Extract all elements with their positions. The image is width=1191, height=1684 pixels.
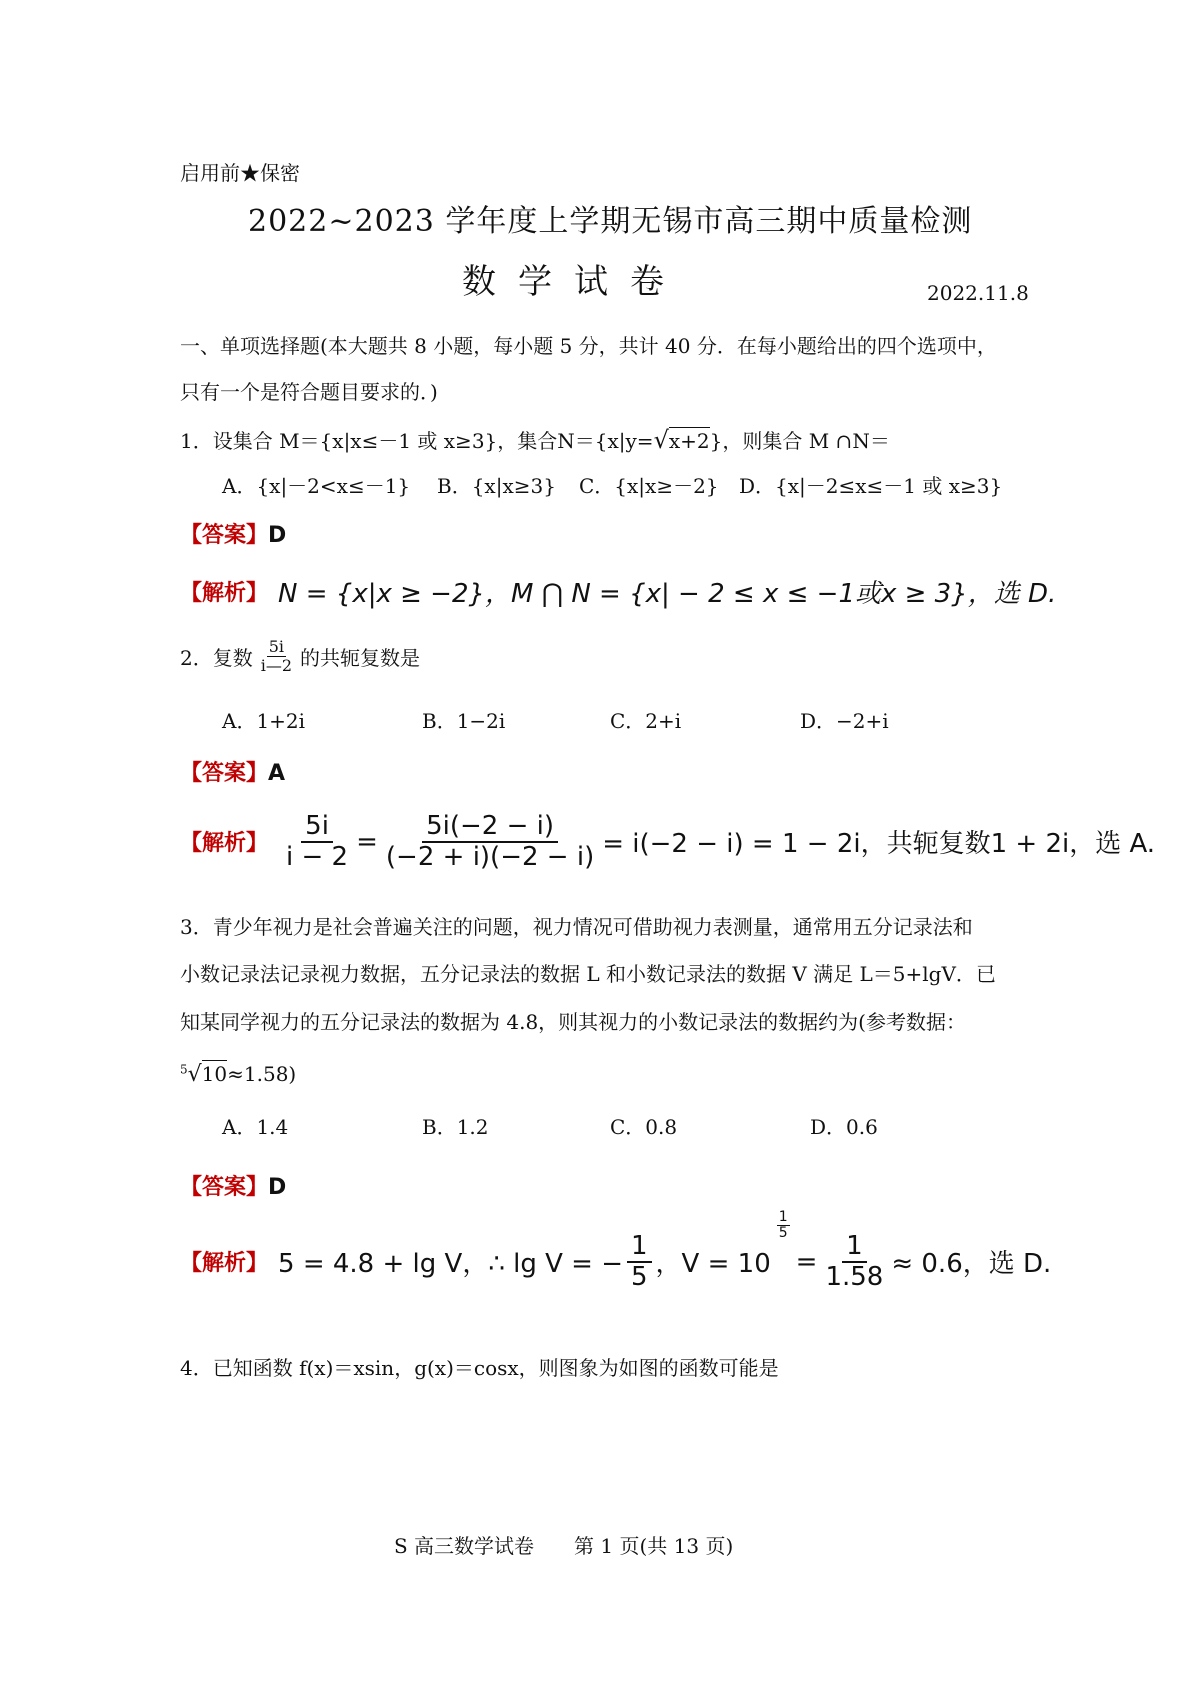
q2-sol-f2-num: 5i(−2 − i) [422,812,558,843]
q2-option-b: B．1−2i [422,709,506,733]
q2-text-b: 的共轭复数是 [300,645,421,670]
q3-reference [180,1062,296,1087]
q2-sol-f2-den: (−2 + i)(−2 − i) [385,841,595,872]
q2-sol-fraction-1 [282,812,352,871]
q1-answer-value: D [268,523,287,548]
q1-text-a: 1．设集合 M＝{x|x≤－1 或 x≥3}，集合N＝{x|y= [180,429,654,453]
q3-option-b: B．1.2 [422,1115,489,1139]
q3-line1: 3．青少年视力是社会普遍关注的问题，视力情况可借助视力表测量，通常用五分记录法和 [180,915,973,939]
q2-answer [180,756,285,787]
exam-subtitle: 数学试卷 [462,262,686,302]
q1-text-b: }，则集合 M ∩N＝ [709,429,890,453]
q3-sol-f2-den: 1.58 [825,1261,884,1292]
exam-title: 2022~2023 学年度上学期无锡市高三期中质量检测 [248,204,973,239]
q2-fraction-denominator: i—2 [260,655,293,675]
answer-tag: 【答案】 [180,761,269,786]
question-1-stem [180,425,890,454]
q2-sol-f1-den: i − 2 [286,841,349,872]
confidential-label: 启用前★保密 [180,161,300,185]
q1-option-b: B．{x|x≥3} [437,474,556,498]
q2-solution [180,812,1155,871]
q2-option-d: D．−2+i [800,709,889,733]
q3-reference-rest: ≈1.58) [227,1062,297,1086]
q3-sol-a: 5 = 4.8 + lg V，∴ lg V = − [278,1249,623,1280]
q3-sol-exponent [775,1210,792,1242]
q2-fraction-numerator: 5i [268,637,285,656]
q3-sol-d: ≈ 0.6，选 D. [891,1249,1052,1280]
q3-sol-f1-den: 5 [631,1261,648,1292]
q3-solution [180,1209,1052,1292]
q3-radicand: 10 [201,1062,228,1086]
q1-radicand: x+2 [668,429,710,453]
q3-option-a: A．1.4 [222,1115,289,1139]
q3-line2: 小数记录法记录视力数据，五分记录法的数据 L 和小数记录法的数据 V 满足 L＝5+lgV．已 [180,962,996,986]
q3-sol-b: ，V = 10 [655,1249,771,1280]
q2-sol-fraction-2 [382,812,598,871]
q2-answer-value: A [268,761,286,786]
q2-sol-rest: = i(−2 − i) = 1 − 2i，共轭复数1 + 2i，选 A. [602,829,1156,860]
q2-text-a: 2．复数 [180,645,253,670]
q3-answer [180,1170,286,1201]
q3-sol-f1-num: 1 [627,1232,652,1263]
sqrt-icon: √ [187,1062,202,1087]
q2-option-c: C．2+i [610,709,682,733]
q3-sol-exp-num: 1 [778,1209,788,1225]
sqrt-icon: √ [653,426,669,454]
exam-date: 2022.11.8 [927,281,1029,305]
q1-answer [180,518,286,549]
q2-sol-f1-num: 5i [301,812,333,843]
section-heading-line1: 一、单项选择题(本大题共 8 小题，每小题 5 分，共计 40 分．在每小题给出的四个选项中， [180,334,997,358]
solution-tag: 【解析】 [180,581,269,606]
answer-tag: 【答案】 [180,523,269,548]
q1-solution [180,573,1056,610]
q1-option-d: D．{x|－2≤x≤－1 或 x≥3} [739,474,1003,498]
q3-sol-c: = [795,1246,818,1277]
q3-option-d: D．0.6 [810,1115,878,1139]
q3-root-index: 5 [180,1062,188,1077]
q1-option-a: A．{x|－2<x≤－1} [222,474,411,498]
section-heading-line2: 只有一个是符合题目要求的．) [180,380,438,404]
answer-tag: 【答案】 [180,1175,269,1200]
q1-option-c: C．{x|x≥－2} [579,474,719,498]
q3-line3: 知某同学视力的五分记录法的数据为 4.8，则其视力的小数记录法的数据约为(参考数据： [180,1010,966,1034]
q1-solution-formula: N = {x|x ≥ −2}，M ⋂ N = {x| − 2 ≤ x ≤ −1或x ≥ 3}，选 D. [278,579,1057,609]
q2-sol-equals: = [356,826,378,857]
question-4-stem: 4．已知函数 f(x)＝xsin，g(x)＝cosx，则图象为如图的函数可能是 [180,1356,779,1380]
page-footer: S 高三数学试卷 第 1 页(共 13 页) [394,1534,734,1558]
q3-sol-f2-num: 1 [842,1232,867,1263]
q3-sol-fraction-2 [821,1232,887,1291]
question-2-stem [180,638,420,674]
solution-tag: 【解析】 [180,831,269,857]
q3-sol-fraction-1 [627,1232,652,1291]
q3-sol-exp-den: 5 [778,1225,788,1242]
q3-option-c: C．0.8 [610,1115,678,1139]
solution-tag: 【解析】 [180,1251,269,1277]
q3-answer-value: D [268,1175,287,1200]
q2-option-a: A．1+2i [222,709,306,733]
q2-fraction [257,638,296,674]
